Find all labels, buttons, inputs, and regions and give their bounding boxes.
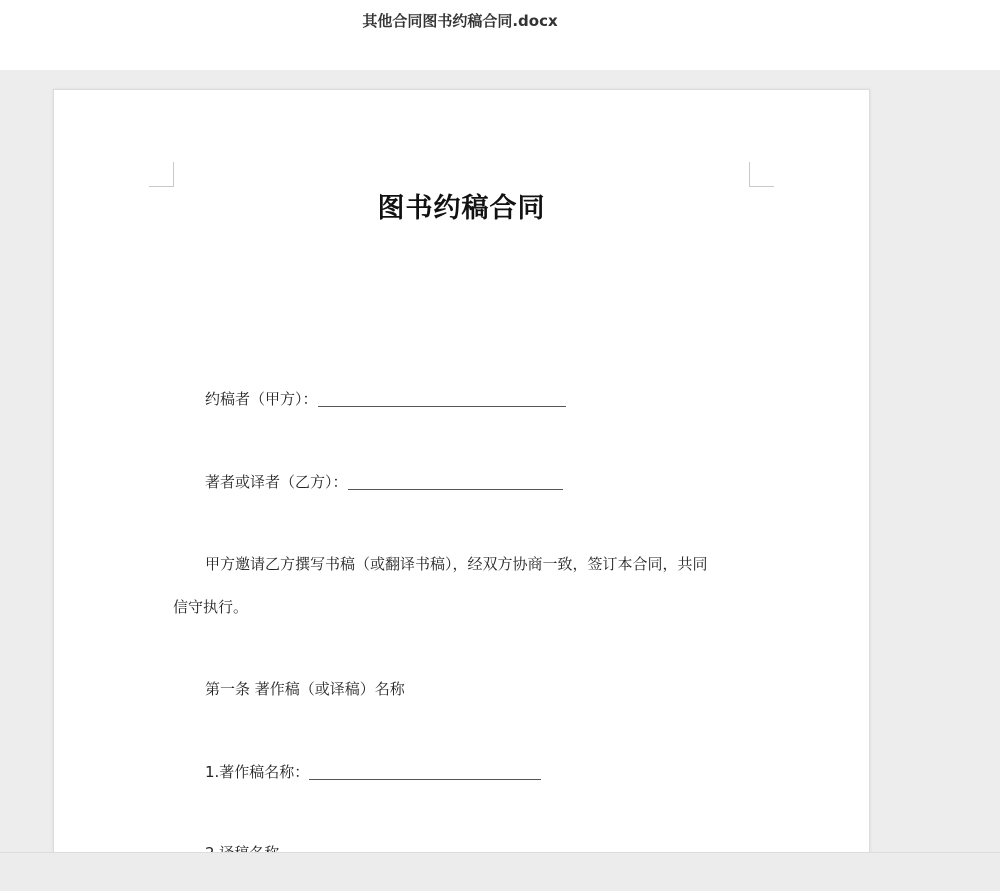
item-1-blank	[309, 763, 541, 780]
document-page	[53, 89, 870, 891]
intro-paragraph-line-1: 甲方邀请乙方撰写书稿（或翻译书稿），经双方协商一致，签订本合同，共同	[205, 555, 708, 573]
party-b-blank	[348, 473, 563, 490]
intro-paragraph-line-2: 信守执行。	[173, 598, 249, 616]
party-b-label: 著者或译者（乙方）：	[205, 473, 348, 491]
margin-mark-top-left	[149, 162, 174, 187]
party-b-line	[205, 471, 563, 492]
item-1-line	[205, 761, 541, 782]
title-bar	[0, 0, 1000, 70]
margin-mark-top-right	[749, 162, 774, 187]
file-title: 其他合同图书约稿合同.docx	[362, 12, 558, 30]
party-a-label: 约稿者（甲方）：	[205, 390, 318, 408]
document-viewer[interactable]	[0, 70, 1000, 852]
party-a-blank	[318, 390, 566, 407]
party-a-line	[205, 388, 566, 409]
item-1-label: 1.著作稿名称：	[205, 763, 310, 781]
document-heading: 图书约稿合同	[377, 193, 546, 224]
article-1-title: 第一条 著作稿（或译稿）名称	[205, 680, 405, 698]
bottom-bar	[0, 852, 1000, 891]
